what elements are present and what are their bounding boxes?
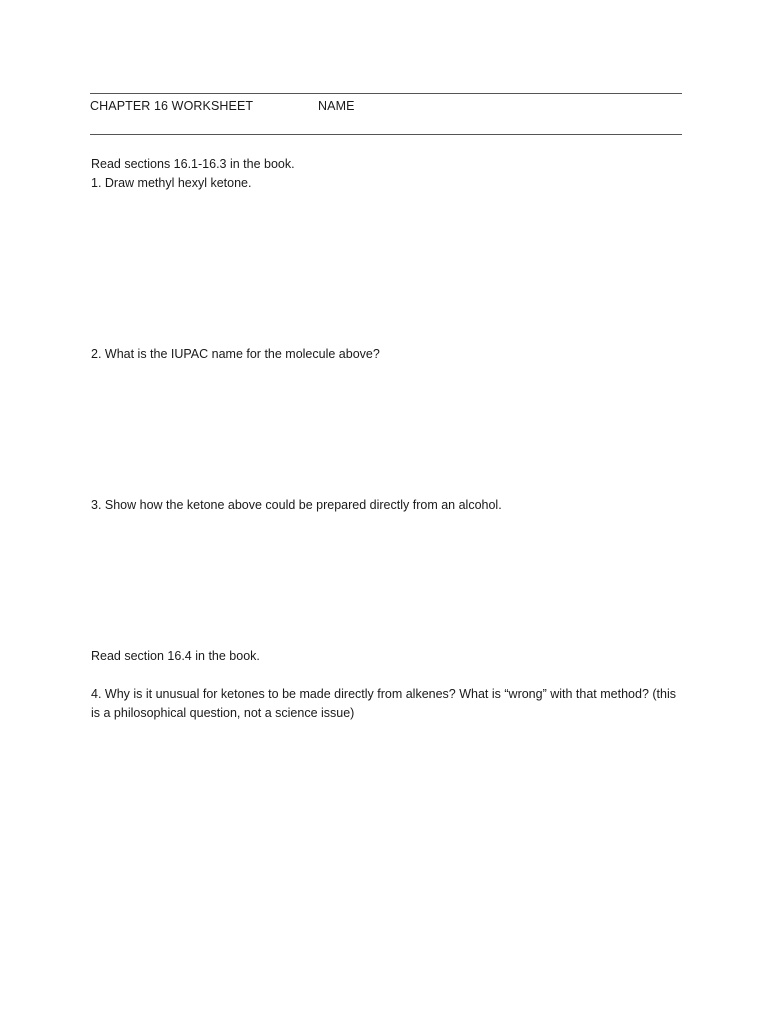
question-1: 1. Draw methyl hexyl ketone.	[91, 176, 252, 190]
name-label: NAME	[318, 99, 355, 113]
reading-instruction-1: Read sections 16.1-16.3 in the book.	[91, 157, 295, 171]
question-2: 2. What is the IUPAC name for the molecule above?	[91, 347, 380, 361]
question-3: 3. Show how the ketone above could be prepared directly from an alcohol.	[91, 498, 502, 512]
worksheet-title: CHAPTER 16 WORKSHEET	[90, 99, 254, 113]
header-bottom-rule	[90, 134, 682, 135]
question-4: 4. Why is it unusual for ketones to be made directly from alkenes? What is “wrong” with that method? (this is a philosophical question, not a science issue)	[91, 687, 676, 720]
reading-instruction-2: Read section 16.4 in the book.	[91, 649, 260, 663]
header-top-rule	[90, 93, 682, 94]
